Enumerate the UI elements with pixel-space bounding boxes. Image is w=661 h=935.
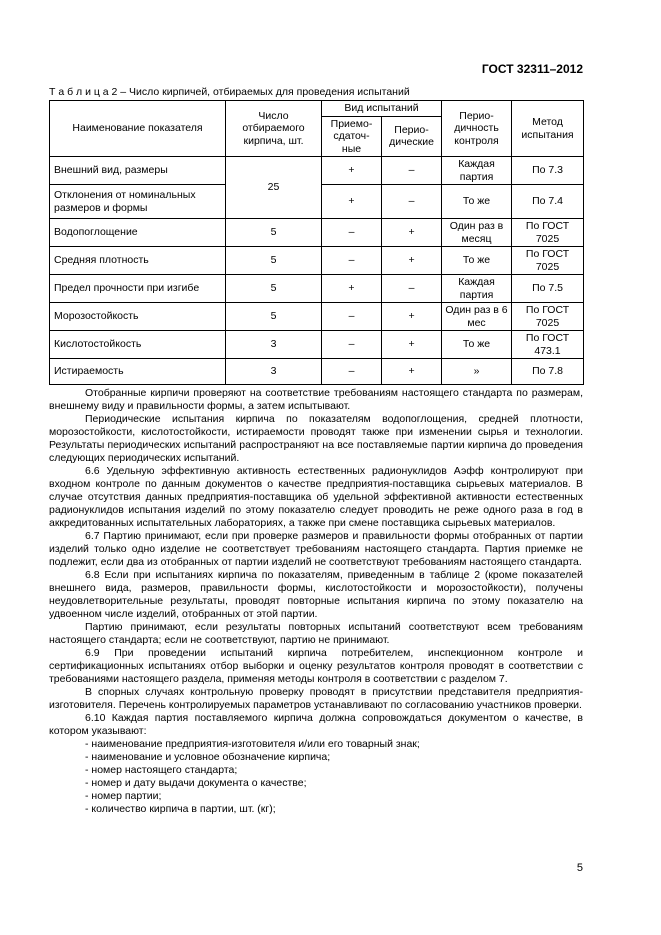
- row-periodic: +: [382, 359, 442, 385]
- row-count: 3: [226, 331, 322, 359]
- row-acceptance: –: [322, 247, 382, 275]
- row-periodic: –: [382, 185, 442, 219]
- row-method: По ГОСТ 7025: [512, 303, 584, 331]
- list-item: - номер настоящего стандарта;: [85, 764, 238, 776]
- row-name: Кислотостойкость: [50, 331, 226, 359]
- row-periodicity: То же: [442, 247, 512, 275]
- table-row: [50, 303, 584, 331]
- paragraph: Партию принимают, если результаты повторных испытаний соответствуют всем требованиям настоящего стандарта; если не соответствуют, партию не принимают.: [49, 621, 583, 646]
- row-name: Внешний вид, размеры: [50, 157, 226, 185]
- row-method: По 7.4: [512, 185, 584, 219]
- paragraph: Отобранные кирпичи проверяют на соответствие требованиям настоящего стандарта по размерам, внешнему виду и правильности формы, а затем испытывают.: [49, 387, 583, 412]
- row-count: 5: [226, 219, 322, 247]
- paragraph: Периодические испытания кирпича по показателям водопоглощения, средней плотности, морозостойкости, кислотостойкости, истираемости проводят также при изменении сырья и технологии. Результаты периодических испытаний распространяют на все поставляемые партии кирпича до проведения следующих периодических испытаний.: [49, 413, 583, 464]
- row-acceptance: –: [322, 303, 382, 331]
- row-count-merged: 25: [226, 157, 322, 219]
- row-count: 5: [226, 275, 322, 303]
- document-body: [49, 387, 583, 816]
- page-number: 5: [576, 862, 583, 874]
- paragraph: В спорных случаях контрольную проверку проводят в присутствии представителя предприятия-изготовителя. Перечень контролируемых параметров устанавливают по согласованию участников проверки.: [49, 686, 583, 711]
- header-test-type: Вид испытаний: [322, 101, 442, 117]
- paragraph: 6.8 Если при испытаниях кирпича по показателям, приведенным в таблице 2 (кроме показателей внешнего вида, размеров, правильности формы, кислотостойкости и морозостойкости), получены неудовлетворительные результаты, проводят повторные испытания кирпича по этому показателю на удвоенном числе изделий, отобранных от этой партии.: [49, 569, 583, 620]
- paragraph: 6.7 Партию принимают, если при проверке размеров и правильности формы отобранных от партии изделий только одно изделие не соответствует требованиям настоящего стандарта. Партия приемке не подлежит, если два из отобранных от партии изделий не соответствуют требованиям настоящего стандарта.: [49, 530, 583, 568]
- row-acceptance: +: [322, 157, 382, 185]
- row-periodic: +: [382, 303, 442, 331]
- row-count: 5: [226, 247, 322, 275]
- row-periodic: –: [382, 275, 442, 303]
- table-row: [50, 219, 584, 247]
- table-row: [50, 275, 584, 303]
- row-acceptance: +: [322, 275, 382, 303]
- row-periodicity: Каждая партия: [442, 157, 512, 185]
- row-name: Морозостойкость: [50, 303, 226, 331]
- table-row: [50, 331, 584, 359]
- row-acceptance: +: [322, 185, 382, 219]
- row-periodicity: Один раз в 6 мес: [442, 303, 512, 331]
- test-sampling-table: [49, 100, 584, 385]
- row-periodicity: То же: [442, 331, 512, 359]
- row-count: 3: [226, 359, 322, 385]
- header-periodic: Перио-дические: [382, 116, 442, 157]
- row-method: По 7.5: [512, 275, 584, 303]
- row-method: По ГОСТ 473.1: [512, 331, 584, 359]
- row-periodic: +: [382, 331, 442, 359]
- list-item: - количество кирпича в партии, шт. (кг);: [85, 803, 276, 815]
- document-code: ГОСТ 32311–2012: [481, 62, 583, 76]
- header-periodicity: Перио-дичность контроля: [442, 101, 512, 157]
- row-periodicity: То же: [442, 185, 512, 219]
- row-name: Предел прочности при изгибе: [50, 275, 226, 303]
- row-periodicity: »: [442, 359, 512, 385]
- row-periodicity: Каждая партия: [442, 275, 512, 303]
- row-name: Отклонения от номинальных размеров и формы: [50, 185, 226, 219]
- header-acceptance: Приемо-сдаточ-ные: [322, 116, 382, 157]
- paragraph: 6.9 При проведении испытаний кирпича потребителем, инспекционном контроле и сертификационных испытаниях отбор выборки и оценку результатов контроля проводят в соответствии с требованиями настоящего раздела, применяя методы контроля в соответствии с разделом 7.: [49, 647, 583, 685]
- list-item: - номер и дату выдачи документа о качестве;: [85, 777, 307, 789]
- header-name: Наименование показателя: [50, 101, 226, 157]
- table-title: Т а б л и ц а 2 – Число кирпичей, отбираемых для проведения испытаний: [49, 86, 410, 98]
- row-name: Истираемость: [50, 359, 226, 385]
- table-header-row: [50, 101, 584, 117]
- list-item: - номер партии;: [85, 790, 162, 802]
- row-periodic: +: [382, 219, 442, 247]
- paragraph: 6.10 Каждая партия поставляемого кирпича должна сопровождаться документом о качестве, в котором указывают:: [49, 712, 583, 737]
- row-method: По 7.3: [512, 157, 584, 185]
- table-row: [50, 359, 584, 385]
- row-acceptance: –: [322, 359, 382, 385]
- header-method: Метод испытания: [512, 101, 584, 157]
- paragraph: 6.6 Удельную эффективную активность естественных радионуклидов Аэфф контролируют при входном контроле по данным документов о качестве предприятия-поставщика сырьевых материалов. В случае отсутствия данных предприятия-поставщика об удельной эффективной активности естественных радионуклидов испытания изделий по этому показателю следует проводить не реже одного раза в год в аккредитованных испытательных лабораториях, а также при смене поставщика сырьевых материалов.: [49, 465, 583, 529]
- list-item: - наименование и условное обозначение кирпича;: [85, 751, 331, 763]
- table-row: [50, 247, 584, 275]
- row-name: Средняя плотность: [50, 247, 226, 275]
- row-periodic: –: [382, 157, 442, 185]
- row-acceptance: –: [322, 219, 382, 247]
- header-count: Число отбираемого кирпича, шт.: [226, 101, 322, 157]
- row-periodic: +: [382, 247, 442, 275]
- row-method: По 7.8: [512, 359, 584, 385]
- row-periodicity: Один раз в месяц: [442, 219, 512, 247]
- table-row: [50, 157, 584, 185]
- list-item: - наименование предприятия-изготовителя и/или его товарный знак;: [85, 738, 420, 750]
- row-method: По ГОСТ 7025: [512, 219, 584, 247]
- row-acceptance: –: [322, 331, 382, 359]
- row-count: 5: [226, 303, 322, 331]
- row-name: Водопоглощение: [50, 219, 226, 247]
- row-method: По ГОСТ 7025: [512, 247, 584, 275]
